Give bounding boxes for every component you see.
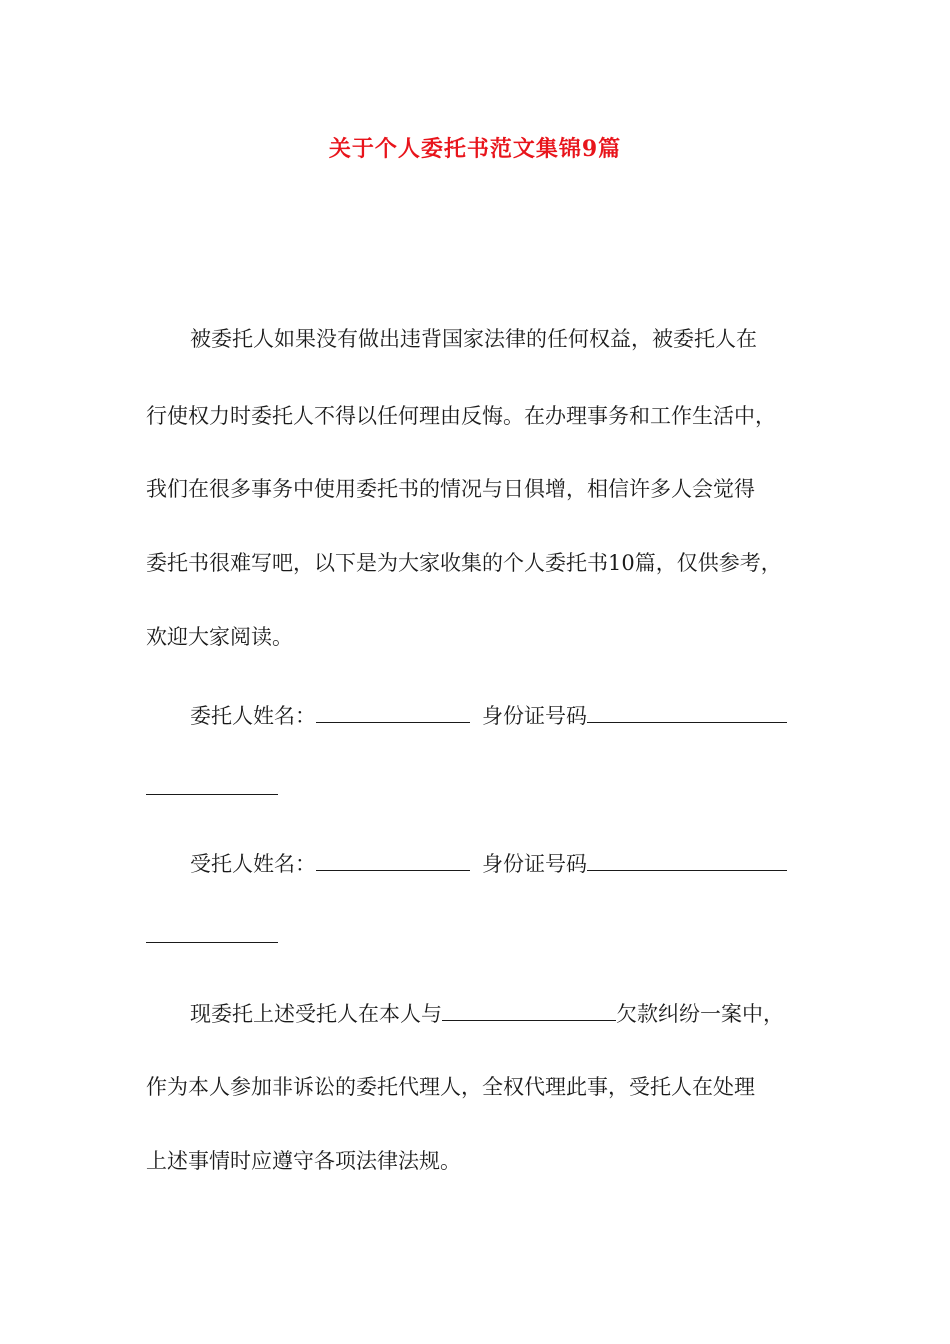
entrust-line-1b: 欠款纠纷一案中， (616, 1002, 784, 1026)
principal-name-label: 委托人姓名： (190, 704, 316, 728)
agent-id-blank (587, 848, 787, 871)
document-title: 关于个人委托书范文集锦9篇 (328, 136, 622, 162)
principal-id-blank (587, 700, 787, 723)
entrust-line-1 (190, 998, 816, 1029)
intro-line-1: 被委托人如果没有做出违背国家法律的任何权益，被委托人在 (190, 327, 757, 351)
agent-name-blank (316, 848, 470, 871)
intro-line-3: 我们在很多事务中使用委托书的情况与日俱增，相信许多人会觉得 (146, 477, 755, 501)
principal-info-line (190, 700, 816, 731)
agent-id-blank-cont (146, 920, 278, 943)
intro-line-4: 委托书很难写吧，以下是为大家收集的个人委托书10篇，仅供参考， (146, 551, 782, 575)
principal-id-blank-cont (146, 772, 278, 795)
entrust-line-1a: 现委托上述受托人在本人与 (190, 1002, 442, 1026)
agent-id-continuation (146, 920, 816, 951)
entrust-line-2: 作为本人参加非诉讼的委托代理人，全权代理此事，受托人在处理 (146, 1075, 755, 1099)
principal-id-continuation (146, 772, 816, 803)
dispute-party-blank (442, 998, 616, 1021)
principal-name-blank (316, 700, 470, 723)
principal-id-label: 身份证号码 (482, 704, 587, 728)
agent-name-label: 受托人姓名： (190, 852, 316, 876)
agent-info-line (190, 848, 816, 879)
agent-id-label: 身份证号码 (482, 852, 587, 876)
intro-line-2: 行使权力时委托人不得以任何理由反悔。在办理事务和工作生活中， (146, 404, 776, 428)
intro-line-5: 欢迎大家阅读。 (146, 625, 293, 649)
entrust-line-3: 上述事情时应遵守各项法律法规。 (146, 1149, 461, 1173)
